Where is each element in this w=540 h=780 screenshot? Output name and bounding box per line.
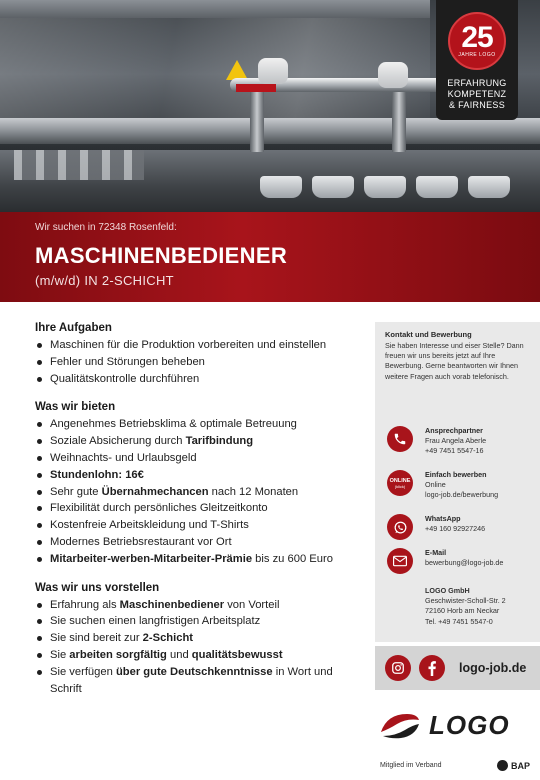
list-item bbox=[35, 467, 345, 484]
offer-list bbox=[35, 416, 345, 567]
section-heading: Was wir uns vorstellen bbox=[35, 581, 160, 594]
contact-title: Einfach bewerben bbox=[425, 470, 487, 479]
job-title: MASCHINENBEDIENER bbox=[35, 243, 288, 268]
list-text: Erfahrung als bbox=[50, 598, 120, 611]
contact-online[interactable] bbox=[387, 470, 498, 501]
list-item bbox=[35, 613, 345, 630]
list-item bbox=[35, 664, 345, 698]
bap-logo bbox=[497, 760, 530, 771]
social-bar bbox=[375, 646, 540, 690]
website-link[interactable]: logo-job.de bbox=[459, 661, 527, 675]
tasks-list bbox=[35, 337, 345, 387]
online-icon-text: ONLINE bbox=[389, 477, 411, 484]
anniversary-badge bbox=[436, 0, 518, 120]
hero-knob bbox=[378, 62, 408, 88]
hero-bolts bbox=[14, 150, 144, 180]
hero-post bbox=[250, 92, 264, 152]
section-offer bbox=[35, 401, 345, 567]
location-line: Wir suchen in 72348 Rosenfeld: bbox=[35, 222, 177, 233]
job-description bbox=[35, 322, 345, 711]
list-item bbox=[35, 484, 345, 501]
emphasis-text: Übernahmechancen bbox=[101, 485, 209, 498]
hero-glass-panel bbox=[0, 0, 430, 120]
list-text: Sie suchen einen langfristigen Arbeitsplatz bbox=[50, 615, 261, 628]
company-name: LOGO GmbH bbox=[425, 586, 470, 595]
list-text: Sie bbox=[50, 648, 70, 661]
claim-line: & FAIRNESS bbox=[448, 100, 505, 110]
hero-post bbox=[392, 92, 406, 152]
expect-list bbox=[35, 597, 345, 698]
emphasis-text: arbeiten sorgfältig bbox=[69, 648, 167, 661]
claim-line: KOMPETENZ bbox=[447, 89, 507, 99]
online-icon bbox=[387, 470, 413, 496]
list-text: Sie sind bereit zur bbox=[50, 632, 143, 645]
contact-phone[interactable] bbox=[387, 426, 486, 457]
list-text: nach 12 Monaten bbox=[208, 485, 299, 498]
facebook-icon[interactable] bbox=[419, 655, 445, 681]
emphasis-text: Mitarbeiter-werben-Mitarbeiter-Prämie bbox=[50, 552, 253, 565]
contact-text bbox=[425, 514, 485, 534]
contact-title: E-Mail bbox=[425, 548, 447, 557]
list-item bbox=[35, 534, 345, 551]
anniversary-number: 25 bbox=[461, 20, 493, 54]
list-text: Soziale Absicherung durch bbox=[50, 435, 186, 448]
list-item: Maschinen für die Produktion vorbereiten und einstellen bbox=[35, 337, 345, 354]
company-line: Tel. +49 7451 5547-0 bbox=[425, 616, 493, 626]
list-text: und bbox=[166, 648, 192, 661]
list-item bbox=[35, 647, 345, 664]
emphasis-text: Stundenlohn: 16€ bbox=[50, 468, 144, 481]
list-item: Qualitätskontrolle durchführen bbox=[35, 371, 345, 388]
list-text: Kostenfreie Arbeitskleidung und T-Shirts bbox=[50, 519, 249, 532]
logo-mark-icon bbox=[377, 710, 421, 740]
contact-line: +49 7451 5547-16 bbox=[425, 446, 484, 456]
warning-sign-icon bbox=[226, 60, 248, 80]
association-label: Mitglied im Verband bbox=[380, 762, 442, 769]
whatsapp-icon bbox=[387, 514, 413, 540]
bap-logo-icon bbox=[497, 760, 508, 771]
emphasis-text: 2-Schicht bbox=[142, 632, 194, 645]
hero-cup bbox=[260, 176, 302, 198]
contact-line: +49 160 92927246 bbox=[425, 524, 486, 534]
contact-text bbox=[425, 548, 503, 568]
hero-machine-bar bbox=[0, 118, 540, 144]
instagram-icon[interactable] bbox=[385, 655, 411, 681]
anniversary-sub: JAHRE LOGO bbox=[458, 51, 496, 58]
company-line: 72160 Horb am Neckar bbox=[425, 606, 500, 616]
list-text: von Vorteil bbox=[224, 598, 280, 611]
contact-heading: Kontakt und Bewerbung bbox=[385, 330, 472, 339]
mail-icon bbox=[387, 548, 413, 574]
section-heading: Ihre Aufgaben bbox=[35, 322, 112, 334]
online-icon-sub: (klick) bbox=[394, 483, 406, 489]
anniversary-claims bbox=[436, 78, 518, 111]
list-item bbox=[35, 517, 345, 534]
list-item bbox=[35, 630, 345, 647]
hero-knob bbox=[258, 58, 288, 84]
company-logo bbox=[377, 705, 527, 745]
emphasis-text: Tarifbindung bbox=[185, 435, 254, 448]
section-tasks bbox=[35, 322, 345, 387]
list-text: Weihnachts- und Urlaubsgeld bbox=[50, 451, 197, 464]
list-text: Angenehmes Betriebsklima & optimale Betreuung bbox=[50, 418, 297, 431]
section-expect bbox=[35, 582, 345, 698]
contact-text bbox=[425, 426, 486, 457]
phone-icon bbox=[387, 426, 413, 452]
hero-cup bbox=[364, 176, 406, 198]
contact-link[interactable]: logo-job.de/bewerbung bbox=[425, 490, 499, 500]
list-text: bis zu 600 Euro bbox=[252, 552, 333, 565]
contact-line: Online bbox=[425, 480, 446, 490]
list-item bbox=[35, 500, 345, 517]
emphasis-text: qualitätsbewusst bbox=[191, 648, 283, 661]
bap-wordmark: BAP bbox=[510, 760, 530, 771]
emphasis-text: über gute Deutschkenntnisse bbox=[115, 665, 273, 678]
contact-text bbox=[425, 470, 498, 501]
list-text: Modernes Betriebsrestaurant vor Ort bbox=[50, 535, 232, 548]
contact-email[interactable] bbox=[387, 548, 503, 574]
list-text: Flexibilität durch persönliches Gleitzeitkonto bbox=[50, 502, 268, 515]
hero-cup bbox=[312, 176, 354, 198]
contact-title: Ansprechpartner bbox=[425, 426, 483, 435]
contact-title: WhatsApp bbox=[425, 514, 461, 523]
list-text: Sehr gute bbox=[50, 485, 102, 498]
emphasis-text: Maschinenbediener bbox=[119, 598, 225, 611]
list-text: Sie verfügen bbox=[50, 665, 116, 678]
list-text: in Wort und Schrift bbox=[50, 665, 333, 695]
list-item bbox=[35, 433, 345, 450]
footer bbox=[380, 760, 530, 771]
list-item: Fehler und Störungen beheben bbox=[35, 354, 345, 371]
contact-whatsapp[interactable] bbox=[387, 514, 485, 540]
anniversary-circle bbox=[448, 12, 506, 70]
contact-line: Frau Angela Aberle bbox=[425, 436, 487, 446]
list-item bbox=[35, 450, 345, 467]
list-item bbox=[35, 551, 345, 568]
contact-link[interactable]: bewerbung@logo-job.de bbox=[425, 558, 504, 568]
claim-line: ERFAHRUNG bbox=[447, 78, 507, 88]
logo-wordmark: LOGO bbox=[429, 709, 510, 740]
job-subtitle: (m/w/d) IN 2-SCHICHT bbox=[35, 273, 174, 288]
list-item bbox=[35, 416, 345, 433]
section-heading: Was wir bieten bbox=[35, 401, 116, 414]
company-line: Geschwister-Scholl-Str. 2 bbox=[425, 596, 506, 606]
company-address bbox=[425, 586, 506, 627]
hero-red-stripe bbox=[236, 84, 276, 92]
hero-frame bbox=[0, 0, 430, 18]
list-item bbox=[35, 597, 345, 614]
title-band bbox=[0, 212, 540, 302]
contact-intro: Sie haben Interesse und eiser Stelle? Dann freuen wir uns bereits jetzt auf Ihre Bewerbung. Gerne beantworten wir Ihnen weitere Fragen auch vorab telefonisch. bbox=[385, 341, 524, 381]
hero-cup bbox=[416, 176, 458, 198]
contact-panel bbox=[375, 322, 540, 642]
hero-cup bbox=[468, 176, 510, 198]
